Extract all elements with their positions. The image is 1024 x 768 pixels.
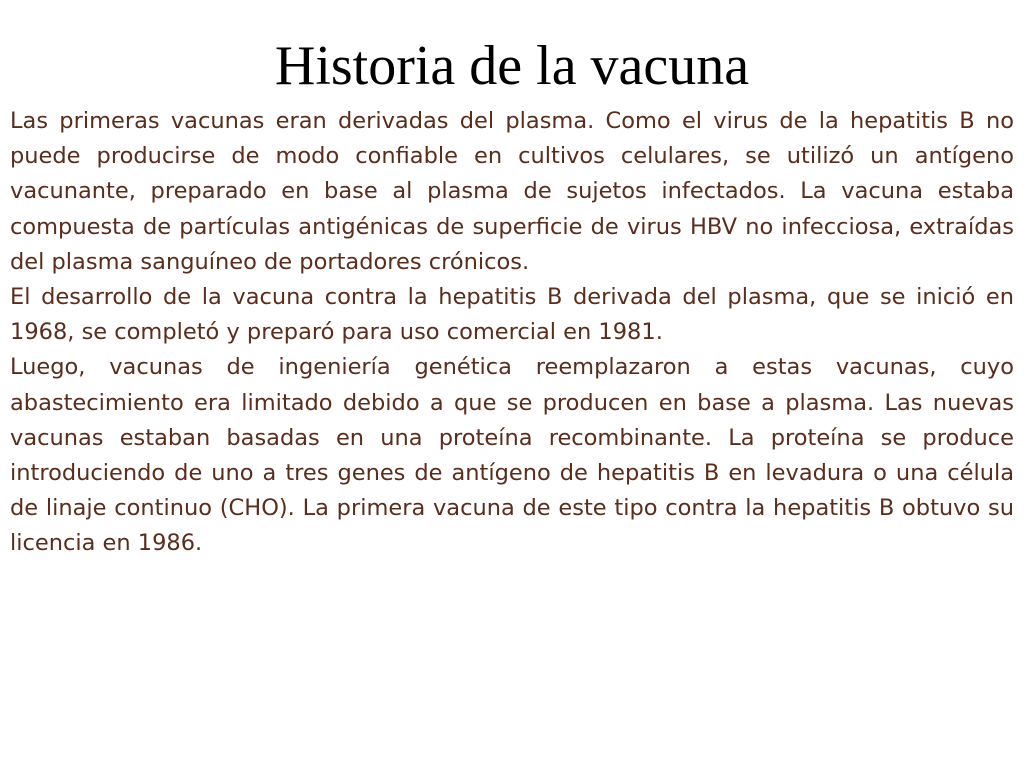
paragraph-plasma-vaccines: Las primeras vacunas eran derivadas del plasma. Como el virus de la hepatitis B no puede producirse de modo confiable en cultivos celulares, se utilizó un antígeno vacunante, preparado en base al plasma de sujetos infectados. La vacuna estaba compuesta de partículas antigénicas de superficie de virus HBV no infecciosa, extraídas del plasma sanguíneo de portadores crónicos.	[10, 108, 1014, 275]
slide-body	[10, 104, 1014, 562]
slide-title: Historia de la vacuna	[274, 35, 750, 97]
paragraph-development-dates: El desarrollo de la vacuna contra la hepatitis B derivada del plasma, que se inició en 1968, se completó y preparó para uso comercial en 1981.	[10, 284, 1014, 346]
paragraph-recombinant-vaccines: Luego, vacunas de ingeniería genética reemplazaron a estas vacunas, cuyo abastecimiento era limitado debido a que se producen en base a plasma. Las nuevas vacunas estaban basadas en una proteína recombinante. La proteína se produce introduciendo de uno a tres genes de antígeno de hepatitis B en levadura o una célula de linaje continuo (CHO). La primera vacuna de este tipo contra la hepatitis B obtuvo su licencia en 1986.	[10, 354, 1014, 557]
